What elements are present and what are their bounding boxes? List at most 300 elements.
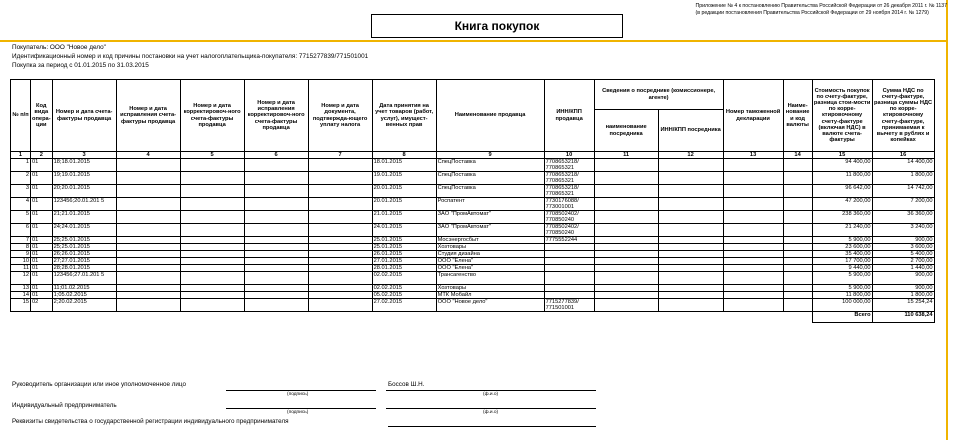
cell-empty [180,237,244,244]
cell-empty [723,198,783,211]
table-row [11,258,935,265]
cell-seller: МТК Мобайл [436,292,544,299]
cell-empty [244,185,308,198]
cell-empty [723,185,783,198]
cell-cost: 11 800,00 [812,172,872,185]
frame-border [946,0,948,440]
cell-empty [308,159,372,172]
cell-n: 6 [11,224,31,237]
cell-empty [658,258,723,265]
cell-empty [594,292,658,299]
cell-empty [180,299,244,312]
cell-empty [116,292,180,299]
cell-cost: 94 400,00 [812,159,872,172]
cell-cost: 9 440,00 [812,265,872,272]
cell-date: 05.02.2015 [372,292,436,299]
header-seller-name: Наименование продавца [436,80,544,152]
cell-vat: 900,00 [872,272,934,285]
cell-vat: 2 700,00 [872,258,934,265]
cell-empty [180,244,244,251]
head-name: Боссов Ш.Н. [388,381,425,388]
header-seller-inn: ИНН/КПП продавца [544,80,594,152]
cell-vat: 14 400,00 [872,159,934,172]
cell-n: 2 [11,172,31,185]
cell-invoice: 18;18.01.2015 [52,159,116,172]
header-payment-document: Номер и дата документа, подтвержда-ющего уплату налога [308,80,372,152]
cell-n: 7 [11,237,31,244]
cell-empty [244,244,308,251]
table-row [11,211,935,224]
cell-invoice: 21;21.01.2015 [52,211,116,224]
cell-empty [308,244,372,251]
header-adjustment-correction: Номер и дата исправления корректировоч-ного счета-фактуры продавца [244,80,308,152]
cell-empty [180,172,244,185]
cell-empty [244,211,308,224]
cell-seller: Роспатент [436,198,544,211]
cell-empty [308,285,372,292]
cell-inn: 7708653218/ 770865321 [544,172,594,185]
cell-empty [244,292,308,299]
legal-note-line1: Приложение № 4 к постановлению Правительства Российской Федерации от 26 декабря 2011 г. № 1137 [695,3,947,9]
cell-vat: 1 800,00 [872,292,934,299]
column-number: 3 [52,152,116,159]
head-name-line [386,390,596,391]
entrepreneur-signature-line [226,408,376,409]
column-number: 9 [436,152,544,159]
cell-cost: 21 240,00 [812,224,872,237]
head-signature-hint: (подпись) [287,392,309,397]
cell-vat: 14 742,00 [872,185,934,198]
cell-empty [723,211,783,224]
header-purchase-cost: Стоимость покупок по счету-фактуре, разница стои-мости по корре-ктировочному счету-фактуре (включая НДС) в валюте счета-фактуры [812,80,872,152]
cell-invoice: 19;19.01.2015 [52,172,116,185]
cell-seller: ООО "Елена" [436,265,544,272]
cell-empty [116,159,180,172]
cell-empty [116,285,180,292]
cell-vat: 900,00 [872,285,934,292]
header-intermediary-name: наименование посредника [594,110,658,152]
cell-cost: 35 400,00 [812,251,872,258]
column-number: 14 [783,152,812,159]
cell-empty [723,251,783,258]
cell-seller: СпецПоставка [436,172,544,185]
head-signature-label: Руководитель организации или иное уполномоченное лицо [12,381,186,388]
cell-empty [594,258,658,265]
cell-code: 01 [31,292,53,299]
header-invoice-correction: Номер и дата исправления счета-фактуры продавца [116,80,180,152]
cell-empty [723,237,783,244]
cell-n: 1 [11,159,31,172]
cell-code: 01 [31,237,53,244]
ledger-body [11,159,935,312]
cell-empty [244,265,308,272]
cell-seller: ЗАО "ПромАвтомат" [436,224,544,237]
column-number: 16 [872,152,934,159]
cell-code: 01 [31,244,53,251]
cell-empty [116,258,180,265]
cell-empty [116,265,180,272]
cell-invoice: 2;20.02.2015 [52,299,116,312]
cell-empty [180,292,244,299]
column-number: 11 [594,152,658,159]
head-name-hint: (ф.и.о) [483,392,499,397]
table-row [11,272,935,285]
cell-seller: ЗАО "ПромАвтомат" [436,211,544,224]
header-vat-amount: Сумма НДС по счету-фактуре, разница суммы НДС по корре-ктировочному счету-фактуре, принимаемая к вычету в рублях и копейках [872,80,934,152]
header-intermediary-group: Сведения о посреднике (комиссионере, агенте) [594,80,723,110]
cell-empty [723,172,783,185]
cell-n: 10 [11,258,31,265]
cell-date: 02.02.2015 [372,272,436,285]
cell-invoice: 26;26.01.2015 [52,251,116,258]
total-value: 110 638,24 [872,312,934,323]
cell-cost: 17 700,00 [812,258,872,265]
cell-inn [544,265,594,272]
cell-inn [544,285,594,292]
cell-empty [308,292,372,299]
cell-empty [723,258,783,265]
cell-invoice: 123456;20.01.201 5 [52,198,116,211]
cell-empty [244,224,308,237]
cell-vat: 15 254,24 [872,299,934,312]
legal-note [696,3,947,16]
cell-code: 01 [31,251,53,258]
document-title: Книга покупок [371,14,623,38]
cell-empty [723,285,783,292]
cell-vat: 900,00 [872,237,934,244]
cell-empty [116,299,180,312]
cell-empty [116,272,180,285]
header-accounting-date: Дата принятия на учет товаров (работ, услуг), имущест-венных прав [372,80,436,152]
cell-empty [594,299,658,312]
cell-empty [180,272,244,285]
cell-invoice: 27;27.01.2015 [52,258,116,265]
header-currency: Наиме-нование и код валюты [783,80,812,152]
cell-empty [244,172,308,185]
cell-empty [658,299,723,312]
cell-empty [116,244,180,251]
cell-empty [180,185,244,198]
cell-empty [244,299,308,312]
cell-n: 15 [11,299,31,312]
cell-empty [116,185,180,198]
cell-empty [180,198,244,211]
cell-empty [723,244,783,251]
cell-invoice: 11;01.02.2015 [52,285,116,292]
cell-seller: Хозтовары [436,285,544,292]
cell-inn: 7730176088/ 773001001 [544,198,594,211]
cell-seller: ООО "Новое дело" [436,299,544,312]
cell-seller: СпецПоставка [436,185,544,198]
cell-cost: 23 600,00 [812,244,872,251]
cell-vat: 7 200,00 [872,198,934,211]
cell-empty [594,224,658,237]
cell-n: 5 [11,211,31,224]
column-number: 15 [812,152,872,159]
cell-n: 12 [11,272,31,285]
cell-code: 01 [31,172,53,185]
total-row [11,312,935,323]
cell-empty [308,265,372,272]
cell-empty [180,159,244,172]
cell-empty [308,258,372,265]
cell-empty [244,272,308,285]
table-row [11,292,935,299]
header-invoice: Номер и дата счета-фактуры продавца [52,80,116,152]
cell-invoice: 20;20.01.2015 [52,185,116,198]
period-line: Покупка за период с 01.01.2015 по 31.03.2015 [12,62,149,69]
cell-date: 24.01.2015 [372,224,436,237]
table-row [11,198,935,211]
cell-code: 01 [31,272,53,285]
cell-inn [544,244,594,251]
cell-code: 01 [31,159,53,172]
cell-n: 14 [11,292,31,299]
cell-empty [244,198,308,211]
cell-empty [658,237,723,244]
cell-invoice: 25;25.01.2015 [52,244,116,251]
cell-empty [594,272,658,285]
cell-inn [544,251,594,258]
cell-empty [308,224,372,237]
inn-line: Идентификационный номер и код причины постановки на учет налогоплательщика-покупателя: 7715277839/771501001 [12,53,369,60]
table-row [11,224,935,237]
column-number: 10 [544,152,594,159]
table-row [11,185,935,198]
cell-vat: 1 800,00 [872,172,934,185]
table-row [11,285,935,292]
cell-empty [658,272,723,285]
cell-vat: 36 360,00 [872,211,934,224]
cell-empty [594,172,658,185]
cell-empty [723,265,783,272]
legal-note-line2: (в редакции постановления Правительства Российской Федерации от 29 ноября 2014 г. № 1279) [695,9,929,16]
purchase-ledger-table [10,79,935,323]
cell-invoice: 28;28.01.2015 [52,265,116,272]
cell-vat: 1 440,00 [872,265,934,272]
cell-empty [723,272,783,285]
cell-empty [180,211,244,224]
cell-empty [308,172,372,185]
cell-invoice: 123456;27.01.201 5 [52,272,116,285]
cell-vat: 3 600,00 [872,244,934,251]
cell-cost: 96 642,00 [812,185,872,198]
cell-seller: ООО "Елена" [436,258,544,265]
requisites-line [388,426,596,427]
cell-empty [244,285,308,292]
cell-cost: 5 900,00 [812,285,872,292]
cell-inn [544,272,594,285]
cell-seller: Студия дизайна [436,251,544,258]
cell-seller: Хозтовары [436,244,544,251]
cell-empty [658,251,723,258]
table-row [11,237,935,244]
cell-empty [594,244,658,251]
cell-empty [594,211,658,224]
cell-empty [783,244,812,251]
cell-empty [783,299,812,312]
cell-vat: 3 240,00 [872,224,934,237]
cell-inn: 7708502402/ 770850240 [544,211,594,224]
cell-empty [594,198,658,211]
cell-code: 01 [31,258,53,265]
cell-empty [594,237,658,244]
cell-empty [658,224,723,237]
cell-code: 01 [31,224,53,237]
cell-empty [116,251,180,258]
cell-empty [783,172,812,185]
cell-date: 28.01.2015 [372,265,436,272]
header-row-number: № п/п [11,80,31,152]
cell-empty [180,285,244,292]
entrepreneur-name-hint: (ф.и.о) [483,410,499,415]
header-operation-code: Код вида опера-ции [31,80,53,152]
cell-empty [658,211,723,224]
column-number: 8 [372,152,436,159]
table-row [11,265,935,272]
cell-seller: СпецПоставка [436,159,544,172]
cell-empty [658,285,723,292]
cell-code: 02 [31,299,53,312]
table-row [11,159,935,172]
cell-code: 01 [31,198,53,211]
table-row [11,244,935,251]
cell-cost: 238 360,00 [812,211,872,224]
cell-inn: 7708653218/ 770865321 [544,185,594,198]
cell-empty [244,237,308,244]
cell-empty [783,272,812,285]
cell-invoice: 24;24.01.2015 [52,224,116,237]
cell-n: 8 [11,244,31,251]
cell-cost: 47 200,00 [812,198,872,211]
cell-empty [308,237,372,244]
cell-empty [116,172,180,185]
cell-invoice: 25;25.01.2015 [52,237,116,244]
cell-empty [783,292,812,299]
cell-empty [594,251,658,258]
cell-date: 26.01.2015 [372,251,436,258]
cell-empty [594,265,658,272]
cell-inn: 7715277839/ 771501001 [544,299,594,312]
cell-date: 02.02.2015 [372,285,436,292]
cell-date: 25.01.2015 [372,244,436,251]
cell-cost: 11 800,00 [812,292,872,299]
cell-empty [658,292,723,299]
cell-empty [783,224,812,237]
cell-n: 4 [11,198,31,211]
cell-empty [180,224,244,237]
cell-empty [658,185,723,198]
cell-cost: 5 900,00 [812,272,872,285]
cell-empty [308,251,372,258]
entrepreneur-signature-hint: (подпись) [287,410,309,415]
cell-inn: 7708502402/ 770850240 [544,224,594,237]
cell-empty [783,237,812,244]
cell-empty [783,159,812,172]
cell-empty [658,265,723,272]
table-row [11,251,935,258]
table-row [11,172,935,185]
cell-inn: 7708653218/ 770865321 [544,159,594,172]
cell-empty [308,211,372,224]
cell-empty [116,237,180,244]
cell-empty [658,244,723,251]
cell-vat: 5 400,00 [872,251,934,258]
cell-date: 18.01.2015 [372,159,436,172]
cell-empty [783,251,812,258]
cell-cost: 100 000,00 [812,299,872,312]
column-number: 1 [11,152,31,159]
cell-empty [783,258,812,265]
cell-code: 01 [31,265,53,272]
column-number: 4 [116,152,180,159]
cell-empty [783,198,812,211]
column-number: 2 [31,152,53,159]
entrepreneur-label: Индивидуальный предприниматель [12,402,117,409]
cell-seller: Мосэнергосбыт [436,237,544,244]
cell-code: 01 [31,285,53,292]
cell-date: 20.01.2015 [372,185,436,198]
column-number: 6 [244,152,308,159]
cell-empty [308,299,372,312]
cell-empty [244,251,308,258]
cell-empty [723,224,783,237]
cell-invoice: 1;05.02.2015 [52,292,116,299]
cell-code: 01 [31,211,53,224]
column-number-row [11,152,935,159]
cell-date: 21.01.2015 [372,211,436,224]
cell-cost: 5 900,00 [812,237,872,244]
cell-empty [180,251,244,258]
cell-empty [594,185,658,198]
column-number: 7 [308,152,372,159]
cell-empty [116,198,180,211]
cell-empty [244,258,308,265]
cell-date: 20.01.2015 [372,198,436,211]
total-label: Всего [812,312,872,323]
cell-empty [658,159,723,172]
cell-empty [180,265,244,272]
cell-empty [308,198,372,211]
column-number: 12 [658,152,723,159]
cell-inn [544,258,594,265]
cell-seller: Трансагенство [436,272,544,285]
column-number: 5 [180,152,244,159]
cell-empty [244,159,308,172]
cell-empty [116,211,180,224]
cell-date: 25.01.2015 [372,237,436,244]
cell-empty [723,159,783,172]
cell-inn [544,292,594,299]
cell-empty [658,172,723,185]
cell-empty [308,185,372,198]
cell-n: 3 [11,185,31,198]
cell-empty [116,224,180,237]
column-number: 13 [723,152,783,159]
cell-empty [783,265,812,272]
cell-empty [594,285,658,292]
cell-n: 13 [11,285,31,292]
cell-empty [658,198,723,211]
cell-inn: 7775552244 [544,237,594,244]
cell-empty [594,159,658,172]
cell-date: 27.02.2015 [372,299,436,312]
cell-date: 19.01.2015 [372,172,436,185]
header-adjustment-invoice: Номер и дата корректировоч-ного счета-фактуры продавца [180,80,244,152]
cell-empty [783,211,812,224]
cell-date: 27.01.2015 [372,258,436,265]
header-intermediary-inn: ИНН/КПП посредника [658,110,723,152]
